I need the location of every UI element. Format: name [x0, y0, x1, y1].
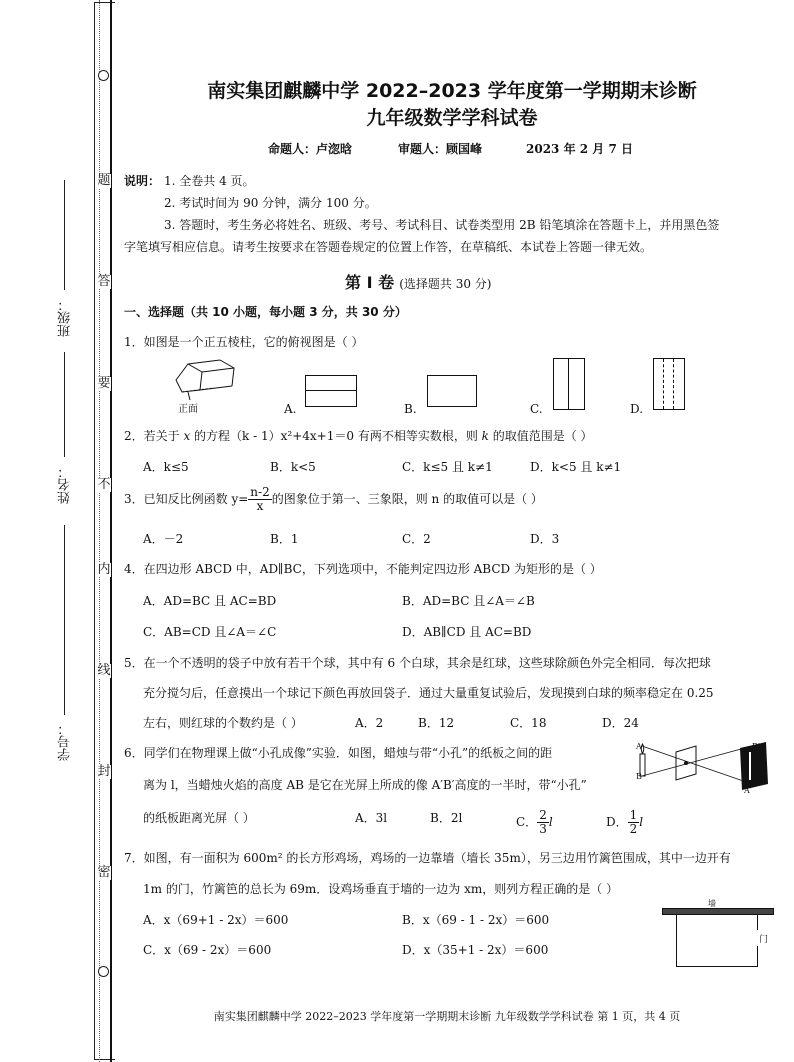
class-blank-line [64, 180, 65, 290]
q2-option-b: B．k<5 [270, 460, 316, 474]
q7-option-b: B．x（69 - 1 - 2x）＝600 [402, 913, 550, 927]
exam-title: 南实集团麒麟中学 2022–2023 学年度第一学期期末诊断 [207, 80, 697, 102]
q6-c-suffix: l [548, 815, 553, 829]
q5-option-a: A．2 [355, 716, 384, 730]
q1-option-c-figure [553, 358, 585, 410]
q6-option-d [606, 809, 643, 836]
q6-d-suffix: l [639, 815, 644, 829]
front-label: 正面 [178, 404, 198, 415]
page-footer: 南实集团麒麟中学 2022–2023 学年度第一学期期末诊断 九年级数学学科试卷 第 1 页，共 4 页 [213, 1010, 681, 1023]
question-6-line: 6．同学们在物理课上做“小孔成像”实验．如图，蜡烛与带“小孔”的纸板之间的距 [124, 746, 553, 760]
q2-var-k: k [481, 429, 489, 443]
volume-subtitle: (选择题共 30 分) [399, 277, 492, 291]
q1-option-a: A. [284, 402, 297, 416]
name-label: 姓名： [58, 465, 73, 504]
q6-option-c-fraction [537, 809, 549, 836]
fig-label-a-prime: A′ [744, 786, 752, 795]
q3-stem-post: 的图象位于第一、三象限，则 n 的取值可以是（ ） [271, 492, 543, 506]
q7-option-c: C．x（69 - 2x）＝600 [143, 943, 272, 957]
binding-hole-icon [98, 966, 109, 977]
binding-char: 线 [97, 663, 111, 678]
binding-char: 封 [97, 764, 111, 779]
binding-char: 题 [97, 173, 111, 188]
instruction-item: 2. 考试时间为 90 分钟，满分 100 分。 [164, 196, 377, 210]
q1-option-d: D. [630, 402, 644, 416]
binding-dotted-line [99, 0, 100, 1062]
coop-figure [676, 914, 758, 967]
instructions-label: 说明： [124, 174, 161, 188]
binding-char: 密 [97, 865, 111, 880]
volume-heading [345, 270, 491, 293]
binding-char: 要 [97, 376, 111, 391]
q3-stem-pre: 3．已知反比例函数 y= [124, 492, 249, 506]
q6-c-num: 2 [539, 808, 547, 822]
door-label: 门 [759, 935, 769, 945]
q6-option-d-label: D． [606, 815, 628, 829]
q6-d-num: 1 [629, 808, 638, 822]
question-5-line: 左右，则红球的个数约是（ ） [143, 716, 303, 730]
question-6-line: 的纸板距离光屏（ ） [143, 811, 255, 825]
q3-fraction [248, 486, 271, 513]
fig-label-a: A [636, 742, 642, 751]
wall-label: 墙 [708, 899, 716, 908]
q7-option-d: D．x（35+1 - 2x）＝600 [402, 943, 549, 957]
q1-option-b: B. [404, 402, 417, 416]
section-heading: 一、选择题（共 10 小题，每小题 3 分，共 30 分） [124, 305, 407, 319]
binding-char: 内 [97, 562, 111, 577]
q6-option-d-fraction [628, 809, 640, 836]
q3-frac-num: n-2 [250, 485, 270, 499]
q4-option-a: A．AD=BC 且 AC=BD [143, 594, 277, 608]
q4-option-b: B．AD=BC 且∠A＝∠B [402, 594, 535, 608]
q2-stem-mid: 的方程（k - 1）x²+4x+1＝0 有两不相等实数根，则 [190, 429, 482, 443]
q5-option-d: D．24 [602, 716, 639, 730]
q1-option-a-figure [305, 375, 357, 407]
exam-date: 2023 年 2 月 7 日 [526, 142, 633, 156]
q5-option-c: C．18 [510, 716, 547, 730]
author: 命题人：卢淴晗 [268, 142, 353, 156]
q2-option-c: C．k≤5 且 k≠1 [402, 460, 493, 474]
q6-d-den: 2 [629, 822, 638, 836]
instruction-item: 1. 全卷共 4 页。 [164, 174, 255, 188]
q6-option-a: A．3l [355, 811, 388, 825]
q4-option-c: C．AB=CD 且∠A＝∠C [143, 625, 277, 639]
q6-c-den: 3 [539, 822, 547, 836]
binding-char: 答 [97, 274, 111, 289]
q3-frac-den: x [256, 499, 264, 513]
question-5-line: 5．在一个不透明的袋子中放有若干个球，其中有 6 个白球，其余是红球，这些球除颜色外完全相同．每次把球 [124, 656, 711, 670]
question-3-stem [124, 486, 543, 513]
q6-option-c [516, 809, 553, 836]
q6-option-c-label: C． [516, 815, 538, 829]
class-label: 班级： [58, 298, 73, 337]
door-gap [756, 930, 758, 946]
instruction-item: 字笔填写相应信息。请考生按要求在答题卷规定的位置上作答，在草稿纸、本试卷上答题一律无效。 [124, 240, 653, 254]
q6-option-b: B．2l [430, 811, 463, 825]
q2-option-d: D．k<5 且 k≠1 [530, 460, 622, 474]
id-blank-line [64, 525, 65, 715]
fig-label-b: B [636, 772, 642, 781]
question-7-line: 7．如图，有一面积为 600m² 的长方形鸡场，鸡场的一边靠墙（墙长 35m），另三边用竹篱笆围成，其中一边开有 [124, 851, 731, 865]
q3-option-b: B．1 [270, 532, 299, 546]
q2-var-x: x [183, 429, 191, 443]
q2-option-a: A．k≤5 [143, 460, 189, 474]
instruction-item: 3. 答题时，考生务必将姓名、班级、考号、考试科目、试卷类型用 2B 铅笔填涂在答题卡上，并用黑色签 [164, 218, 720, 232]
q4-option-d: D．AB∥CD 且 AC=BD [402, 625, 532, 639]
binding-char: 不 [97, 477, 111, 492]
q2-stem-pre: 2．若关于 [124, 429, 184, 443]
question-5-line: 充分搅匀后，任意摸出一个球记下颜色再放回袋子．通过大量重复试验后，发现摸到白球的频率稳定在 0.25 [143, 686, 714, 700]
fig-label-b-prime: B′ [752, 742, 760, 751]
q1-option-b-figure [427, 375, 477, 407]
reviewer: 审题人：顾国峰 [398, 142, 483, 156]
q1-option-c: C. [530, 402, 543, 416]
student-id-label: 学号： [58, 722, 73, 761]
volume-title: 第 Ⅰ 卷 [345, 273, 395, 292]
question-7-line: 1m 的门，竹篱笆的总长为 69m．设鸡场垂直于墙的一边为 xm，则列方程正确的是（ ） [143, 882, 619, 896]
q2-stem-post: 的取值范围是（ ） [488, 429, 593, 443]
q7-option-a: A．x（69+1 - 2x）＝600 [143, 913, 289, 927]
question-6-line: 离为 l，当蜡烛火焰的高度 AB 是它在光屏上所成的像 A′B′高度的一半时，带“小孔” [143, 778, 587, 792]
binding-solid-line [110, 0, 112, 1062]
question-4-stem: 4．在四边形 ABCD 中，AD∥BC，下列选项中，不能判定四边形 ABCD 为矩形的是（ ） [124, 562, 602, 576]
exam-subtitle: 九年级数学学科试卷 [366, 107, 538, 129]
q3-option-d: D．3 [530, 532, 560, 546]
q3-option-c: C．2 [402, 532, 431, 546]
q5-option-b: B．12 [418, 716, 455, 730]
q1-option-d-figure [653, 358, 685, 410]
question-2-stem [124, 427, 593, 444]
q3-option-a: A．－2 [143, 532, 184, 546]
question-1-stem: 1．如图是一个正五棱柱，它的俯视图是（ ） [124, 335, 364, 349]
name-blank-line [64, 352, 65, 457]
